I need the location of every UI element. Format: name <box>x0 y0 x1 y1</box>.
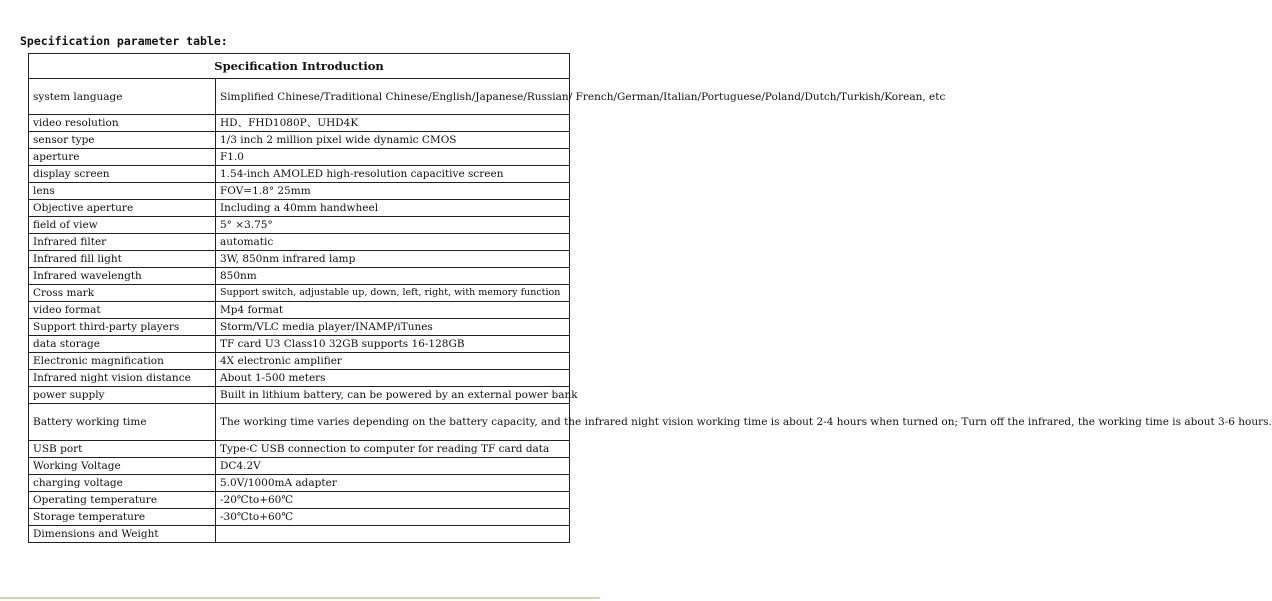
row-label: sensor type <box>29 132 216 149</box>
row-label: video resolution <box>29 115 216 132</box>
row-label: Infrared night vision distance <box>29 370 216 387</box>
row-label: Electronic magnification <box>29 353 216 370</box>
row-label: Infrared filter <box>29 234 216 251</box>
row-label: Storage temperature <box>29 509 216 526</box>
row-label: video format <box>29 302 216 319</box>
row-label: Objective aperture <box>29 200 216 217</box>
page-title: Specification parameter table: <box>20 34 228 48</box>
row-value: 3W, 850nm infrared lamp <box>216 251 570 268</box>
row-value: 4X electronic amplifier <box>216 353 570 370</box>
row-label: Dimensions and Weight <box>29 526 216 543</box>
row-label: Operating temperature <box>29 492 216 509</box>
row-value: Type-C USB connection to computer for reading TF card data <box>216 441 570 458</box>
row-label: display screen <box>29 166 216 183</box>
row-label: Infrared fill light <box>29 251 216 268</box>
row-value: TF card U3 Class10 32GB supports 16-128GB <box>216 336 570 353</box>
row-label: lens <box>29 183 216 200</box>
row-label: Battery working time <box>29 404 216 441</box>
row-value: Storm/VLC media player/INAMP/iTunes <box>216 319 570 336</box>
row-value: 850nm <box>216 268 570 285</box>
row-value: Built in lithium battery, can be powered by an external power bank <box>216 387 570 404</box>
page-bottom-border <box>0 597 600 599</box>
row-label: system language <box>29 79 216 115</box>
row-value: F1.0 <box>216 149 570 166</box>
row-value: automatic <box>216 234 570 251</box>
row-value: FOV=1.8° 25mm <box>216 183 570 200</box>
row-value: 5° ×3.75° <box>216 217 570 234</box>
row-label: USB port <box>29 441 216 458</box>
row-value: Mp4 format <box>216 302 570 319</box>
row-value: 5.0V/1000mA adapter <box>216 475 570 492</box>
row-label: Cross mark <box>29 285 216 302</box>
row-value: 1/3 inch 2 million pixel wide dynamic CMOS <box>216 132 570 149</box>
table-heading: Specification Introduction <box>29 54 570 79</box>
specification-table <box>28 53 1272 543</box>
row-value: Support switch, adjustable up, down, left, right, with memory function <box>216 285 570 302</box>
row-value <box>216 526 570 543</box>
row-label: Support third-party players <box>29 319 216 336</box>
row-value: The working time varies depending on the battery capacity, and the infrared night vision working time is about 2-4 hours when turned on; Turn off the infrared, the working time is about 3-6 hours. <box>216 404 570 441</box>
row-value: Including a 40mm handwheel <box>216 200 570 217</box>
row-value: -20℃to+60℃ <box>216 492 570 509</box>
row-label: data storage <box>29 336 216 353</box>
row-value: DC4.2V <box>216 458 570 475</box>
row-label: field of view <box>29 217 216 234</box>
row-label: Working Voltage <box>29 458 216 475</box>
row-value: About 1-500 meters <box>216 370 570 387</box>
row-label: aperture <box>29 149 216 166</box>
row-label: Infrared wavelength <box>29 268 216 285</box>
row-label: power supply <box>29 387 216 404</box>
row-value: HD、FHD1080P、UHD4K <box>216 115 570 132</box>
row-label: charging voltage <box>29 475 216 492</box>
row-value: -30℃to+60℃ <box>216 509 570 526</box>
row-value: 1.54-inch AMOLED high-resolution capacitive screen <box>216 166 570 183</box>
row-value: Simplified Chinese/Traditional Chinese/English/Japanese/Russian/ French/German/Italian/Portuguese/Poland/Dutch/Turkish/Korean, etc <box>216 79 570 115</box>
